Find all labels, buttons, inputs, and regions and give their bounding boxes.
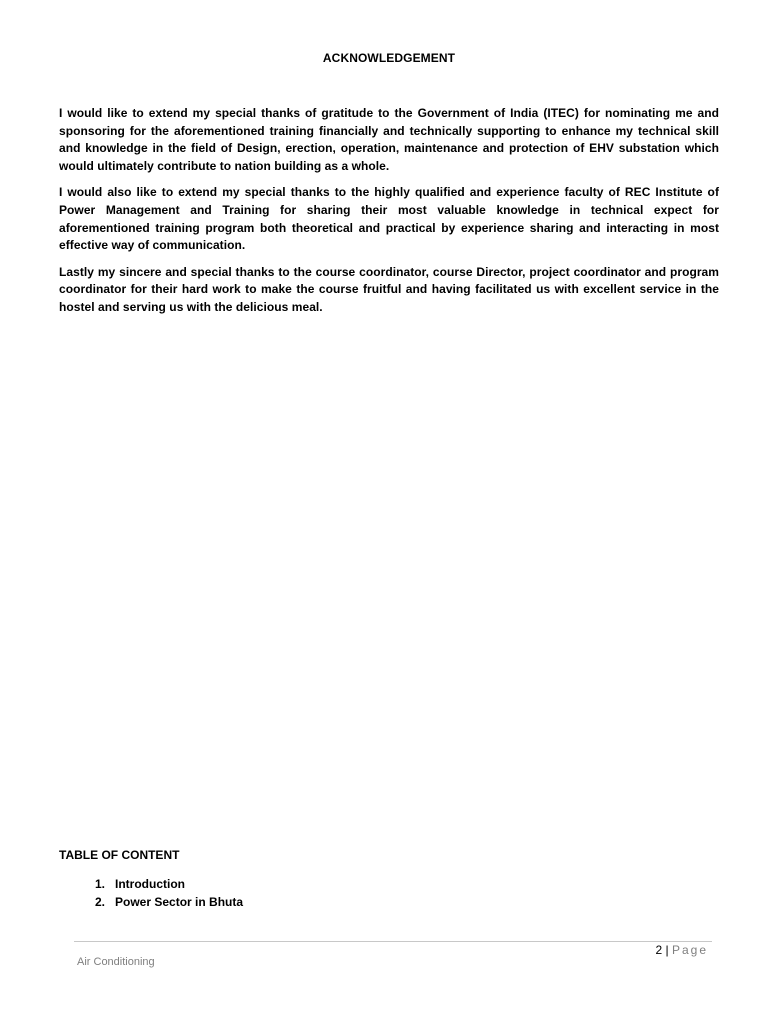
paragraph: I would also like to extend my special thanks to the highly qualified and experience faculty of REC Institute of Power Management and Training for sharing their most valuable knowledge in technical expect for aforementioned training program both theoretical and practical by experience sharing and interacting in most effective way of communication. — [59, 185, 719, 253]
toc-item-number: 2. — [94, 895, 105, 909]
toc-item-label — [105, 875, 185, 893]
footer-divider — [74, 941, 712, 942]
toc-heading: TABLE OF CONTENT — [59, 848, 180, 862]
page-number-value: 2 — [655, 943, 663, 957]
toc-item-text: Introduction — [115, 877, 185, 891]
toc-item-label — [105, 893, 243, 911]
page-word: Page — [671, 943, 708, 957]
paragraph: I would like to extend my special thanks of gratitude to the Government of India (ITEC) for nominating me and sponsoring for the aforementioned training financially and technically supporting to enhance my technical skill and knowledge in the field of Design, erection, operation, maintenance and protection of EHV substation which would ultimately contribute to nation building as a whole. — [59, 106, 719, 173]
page-number-separator: | — [662, 943, 672, 957]
toc-item — [59, 893, 359, 911]
paragraph: Lastly my sincere and special thanks to the course coordinator, course Director, project coordinator and program coordinator for their hard work to make the course fruitful and having facilitated us with excellent service in the hostel and serving us with the delicious meal. — [59, 264, 719, 314]
page-title: ACKNOWLEDGEMENT — [322, 51, 456, 65]
acknowledgement-body — [59, 105, 719, 326]
footer-text: Air Conditioning — [77, 956, 155, 968]
toc-item — [59, 875, 359, 893]
page-number — [655, 943, 708, 957]
toc-item-number: 1. — [94, 877, 105, 891]
toc-list — [59, 875, 359, 911]
toc-item-text: Power Sector in Bhuta — [115, 895, 244, 909]
